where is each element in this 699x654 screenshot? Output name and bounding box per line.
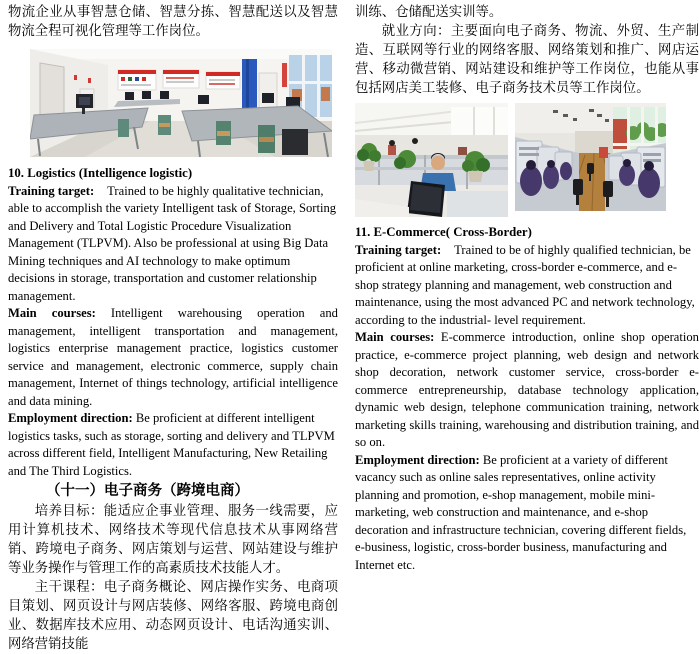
ecommerce-office-photo: [355, 103, 508, 217]
training-target-text: Trained to be of highly qualified technician, be proficient at online marketing, cross-border e-commerce, and e-shop strategy planning and management, web construction and maintenance, using the most advanced PC and network technology, according to the industrial- level requirement.: [355, 242, 695, 327]
ecommerce-training-lab-illustration: [515, 103, 666, 211]
ecommerce-photos-row: [355, 103, 699, 217]
section-10-main-courses: [8, 305, 338, 410]
ecommerce-office-illustration: [355, 103, 508, 217]
ecommerce-training-lab-photo: [515, 103, 666, 211]
logistics-classroom-illustration: [30, 49, 332, 157]
section-10-training-target: [8, 183, 338, 306]
section-11-zh-training-target: 培养目标：能适应企事业管理、服务一线需要，应用计算机技术、网络技术等现代信息技术从事网络营销、跨境电子商务、网店策划与运营、网站建设与维护等业务操作与管理工作的高素质技术技能人才。: [8, 504, 338, 576]
employment-direction-label: Employment direction:: [8, 411, 133, 425]
paragraph-logistics-employment-zh: 物流企业从事智慧仓储、智慧分拣、智慧配送以及智慧物流全程可视化管理等工作岗位。: [8, 5, 338, 39]
section-11-employment-direction: [355, 452, 699, 575]
main-courses-text: E-commerce introduction, online shop operation practice, e-commerce project planning, web design and network shop decoration, network customer service, cross-border e-commerce entrepreneurship, database technology application, dynamic web design, telephone communication training, network marketing skills training, warehousing and distribution training, and so on.: [355, 330, 699, 449]
training-target-label: Training target:: [355, 242, 442, 257]
left-column: [8, 3, 338, 654]
training-target-text: Trained to be highly qualitative technician, able to accomplish the variety Intelligent task of Storage, Sorting and Delivery and Total Logistic Procedure Visualization Management (TLPVM). Also be professional at using Big Data Mining techniques and AI technology to make optimum decisions in storage, transportation and customer relationship management.: [8, 183, 337, 303]
section-11-heading: 11. E-Commerce( Cross-Border): [355, 225, 532, 239]
training-target-label: Training target:: [8, 183, 95, 198]
paragraph-employment-zh: 就业方向：主要面向电子商务、物流、外贸、生产制造、互联网等行业的网络客服、网络策划和推广、网店运营、移动微营销、网站建设和维护等工作岗位，也能从事包括网店美工装修、电子商务技术员等工作岗位。: [355, 24, 699, 96]
employment-direction-text: Be proficient at different intelligent logistics tasks, such as storage, sorting and delivery and TLPVM across different field, Intelligent Manufacturing, New Retailing and The Third Logistics.: [8, 411, 335, 478]
employment-direction-label: Employment direction:: [355, 452, 480, 467]
employment-direction-text: Be proficient at a variety of different vacancy such as online sales representatives, online activity planning and promotion, e-shop management, mobile mini-marketing, web construction and maintenance, and e-shop decoration and infrastructure technician, covering different fields, e-business, logistic, cross-border business, manufacturing and Internet etc.: [355, 452, 687, 572]
section-11-training-target: [355, 242, 699, 330]
wall-posters: [118, 70, 240, 90]
main-courses-label: Main courses:: [355, 330, 435, 344]
section-11-zh-heading: （十一）电子商务（跨境电商）: [46, 483, 249, 499]
main-courses-label: Main courses:: [8, 306, 96, 320]
main-courses-text: Intelligent warehousing operation and management, intelligent transportation and management, logistics enterprise management practice, logistics customer service and management, electronic commerce, supply chain management, Internet of things technology, artificial intelligence and data mining.: [8, 306, 338, 408]
paragraph-courses-continuation-zh: 训练、仓储配送实训等。: [355, 5, 503, 20]
section-11-main-courses: [355, 329, 699, 452]
right-column: [355, 3, 699, 654]
section-11-zh-main-courses: 主干课程：电子商务概论、网店操作实务、电商项目策划、网页设计与网店装修、网络客服、跨境电商创业、数据库技术应用、动态网页设计、电话沟通实训、网络营销技能: [8, 580, 338, 652]
logistics-classroom-photo: [30, 49, 332, 157]
section-10-heading: 10. Logistics (Intelligence logistic): [8, 166, 193, 180]
section-10-employment-direction: [8, 410, 338, 480]
